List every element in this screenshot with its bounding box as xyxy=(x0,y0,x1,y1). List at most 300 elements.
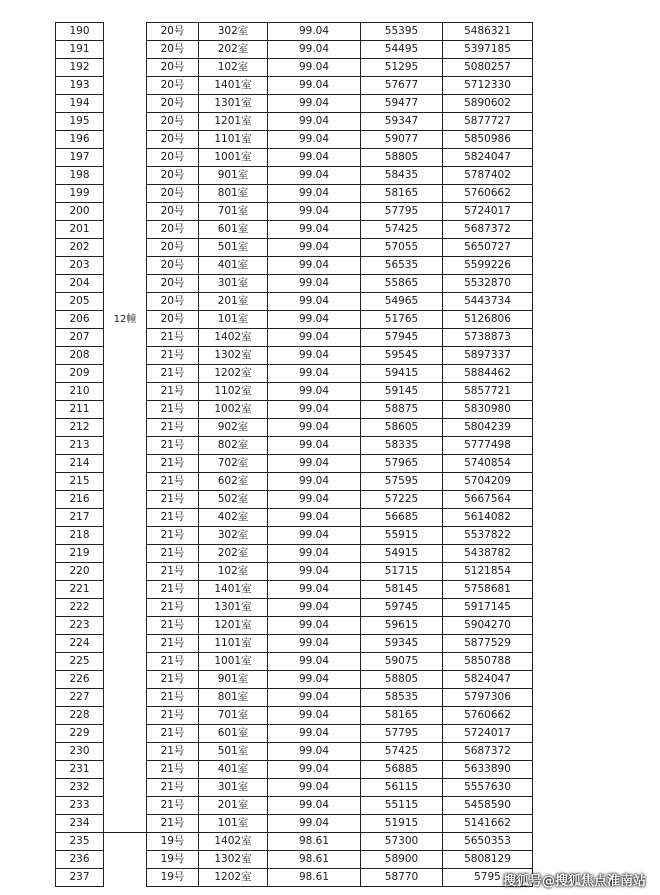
row-number-cell: 208 xyxy=(56,347,104,365)
unit-price-cell: 54915 xyxy=(361,545,443,563)
area-cell: 99.04 xyxy=(268,473,361,491)
total-price-cell: 5687372 xyxy=(443,743,533,761)
row-number-cell: 214 xyxy=(56,455,104,473)
total-price-cell: 5824047 xyxy=(443,149,533,167)
room-number-cell: 802室 xyxy=(199,437,268,455)
room-number-cell: 101室 xyxy=(199,815,268,833)
table-row xyxy=(56,239,533,257)
row-number-cell: 231 xyxy=(56,761,104,779)
area-cell: 99.04 xyxy=(268,437,361,455)
row-number-cell: 202 xyxy=(56,239,104,257)
row-number-cell: 198 xyxy=(56,167,104,185)
row-number-cell: 233 xyxy=(56,797,104,815)
row-number-cell: 225 xyxy=(56,653,104,671)
unit-building-cell: 20号 xyxy=(147,113,199,131)
room-number-cell: 1301室 xyxy=(199,599,268,617)
row-number-cell: 232 xyxy=(56,779,104,797)
total-price-cell: 5458590 xyxy=(443,797,533,815)
building-group-cell xyxy=(104,635,147,653)
row-number-cell: 237 xyxy=(56,869,104,887)
row-number-cell: 236 xyxy=(56,851,104,869)
table-row xyxy=(56,635,533,653)
total-price-cell: 5884462 xyxy=(443,365,533,383)
room-number-cell: 1302室 xyxy=(199,851,268,869)
unit-price-cell: 59477 xyxy=(361,95,443,113)
room-number-cell: 202室 xyxy=(199,545,268,563)
unit-price-cell: 58900 xyxy=(361,851,443,869)
area-cell: 99.04 xyxy=(268,743,361,761)
building-group-cell xyxy=(104,437,147,455)
unit-building-cell: 20号 xyxy=(147,23,199,41)
row-number-cell: 219 xyxy=(56,545,104,563)
table-row xyxy=(56,527,533,545)
room-number-cell: 601室 xyxy=(199,221,268,239)
unit-price-cell: 59145 xyxy=(361,383,443,401)
unit-price-cell: 59745 xyxy=(361,599,443,617)
room-number-cell: 1401室 xyxy=(199,581,268,599)
unit-building-cell: 21号 xyxy=(147,671,199,689)
unit-price-cell: 58805 xyxy=(361,149,443,167)
unit-price-cell: 57300 xyxy=(361,833,443,851)
table-row xyxy=(56,41,533,59)
table-row xyxy=(56,869,533,887)
unit-price-cell: 57425 xyxy=(361,743,443,761)
total-price-cell: 5917145 xyxy=(443,599,533,617)
unit-price-cell: 56535 xyxy=(361,257,443,275)
row-number-cell: 221 xyxy=(56,581,104,599)
building-group-cell xyxy=(104,131,147,149)
row-number-cell: 200 xyxy=(56,203,104,221)
building-group-cell xyxy=(104,275,147,293)
area-cell: 99.04 xyxy=(268,59,361,77)
unit-building-cell: 20号 xyxy=(147,203,199,221)
unit-building-cell: 20号 xyxy=(147,275,199,293)
building-group-cell xyxy=(104,239,147,257)
total-price-cell: 5758681 xyxy=(443,581,533,599)
building-group-cell xyxy=(104,167,147,185)
building-group-cell xyxy=(104,509,147,527)
unit-price-cell: 57945 xyxy=(361,329,443,347)
room-number-cell: 502室 xyxy=(199,491,268,509)
price-table xyxy=(55,22,533,887)
building-group-cell xyxy=(104,743,147,761)
unit-price-cell: 59075 xyxy=(361,653,443,671)
area-cell: 99.04 xyxy=(268,455,361,473)
room-number-cell: 201室 xyxy=(199,797,268,815)
total-price-cell: 5443734 xyxy=(443,293,533,311)
unit-building-cell: 20号 xyxy=(147,149,199,167)
row-number-cell: 220 xyxy=(56,563,104,581)
building-group-cell xyxy=(104,23,147,41)
area-cell: 99.04 xyxy=(268,401,361,419)
row-number-cell: 209 xyxy=(56,365,104,383)
building-group-cell xyxy=(104,563,147,581)
unit-building-cell: 20号 xyxy=(147,131,199,149)
room-number-cell: 301室 xyxy=(199,779,268,797)
building-group-cell xyxy=(104,419,147,437)
row-number-cell: 196 xyxy=(56,131,104,149)
room-number-cell: 102室 xyxy=(199,59,268,77)
area-cell: 99.04 xyxy=(268,311,361,329)
unit-price-cell: 56685 xyxy=(361,509,443,527)
building-group-cell xyxy=(104,689,147,707)
unit-building-cell: 21号 xyxy=(147,437,199,455)
row-number-cell: 190 xyxy=(56,23,104,41)
area-cell: 99.04 xyxy=(268,707,361,725)
total-price-cell: 5704209 xyxy=(443,473,533,491)
table-row xyxy=(56,743,533,761)
unit-building-cell: 20号 xyxy=(147,311,199,329)
building-group-cell xyxy=(104,815,147,833)
table-row xyxy=(56,149,533,167)
table-row xyxy=(56,59,533,77)
unit-building-cell: 21号 xyxy=(147,617,199,635)
unit-price-cell: 59345 xyxy=(361,635,443,653)
building-group-cell xyxy=(104,221,147,239)
room-number-cell: 101室 xyxy=(199,311,268,329)
area-cell: 99.04 xyxy=(268,581,361,599)
row-number-cell: 207 xyxy=(56,329,104,347)
area-cell: 99.04 xyxy=(268,167,361,185)
area-cell: 99.04 xyxy=(268,347,361,365)
building-group-cell xyxy=(104,329,147,347)
building-group-cell xyxy=(104,95,147,113)
table-row xyxy=(56,473,533,491)
table-row xyxy=(56,221,533,239)
room-number-cell: 1002室 xyxy=(199,401,268,419)
table-row xyxy=(56,257,533,275)
table-row xyxy=(56,851,533,869)
unit-price-cell: 51765 xyxy=(361,311,443,329)
area-cell: 99.04 xyxy=(268,617,361,635)
total-price-cell: 5795 xyxy=(443,869,533,887)
table-row xyxy=(56,131,533,149)
total-price-cell: 5724017 xyxy=(443,725,533,743)
table-row xyxy=(56,563,533,581)
row-number-cell: 201 xyxy=(56,221,104,239)
unit-price-cell: 57677 xyxy=(361,77,443,95)
table-row xyxy=(56,545,533,563)
row-number-cell: 205 xyxy=(56,293,104,311)
total-price-cell: 5890602 xyxy=(443,95,533,113)
table-row xyxy=(56,617,533,635)
row-number-cell: 211 xyxy=(56,401,104,419)
area-cell: 99.04 xyxy=(268,185,361,203)
total-price-cell: 5850788 xyxy=(443,653,533,671)
room-number-cell: 501室 xyxy=(199,239,268,257)
unit-building-cell: 21号 xyxy=(147,797,199,815)
building-group-cell xyxy=(104,779,147,797)
building-group-cell xyxy=(104,599,147,617)
total-price-cell: 5904270 xyxy=(443,617,533,635)
room-number-cell: 501室 xyxy=(199,743,268,761)
building-group-cell xyxy=(104,455,147,473)
unit-price-cell: 56115 xyxy=(361,779,443,797)
unit-price-cell: 56885 xyxy=(361,761,443,779)
area-cell: 99.04 xyxy=(268,491,361,509)
table-row xyxy=(56,779,533,797)
unit-price-cell: 57225 xyxy=(361,491,443,509)
room-number-cell: 1201室 xyxy=(199,617,268,635)
building-group-cell xyxy=(104,365,147,383)
building-group-cell xyxy=(104,401,147,419)
unit-price-cell: 58335 xyxy=(361,437,443,455)
row-number-cell: 191 xyxy=(56,41,104,59)
building-group-cell xyxy=(104,257,147,275)
area-cell: 99.04 xyxy=(268,23,361,41)
row-number-cell: 199 xyxy=(56,185,104,203)
area-cell: 99.04 xyxy=(268,797,361,815)
row-number-cell: 223 xyxy=(56,617,104,635)
total-price-cell: 5537822 xyxy=(443,527,533,545)
room-number-cell: 1102室 xyxy=(199,383,268,401)
building-group-cell xyxy=(104,149,147,167)
building-group-cell xyxy=(104,203,147,221)
total-price-cell: 5830980 xyxy=(443,401,533,419)
total-price-cell: 5804239 xyxy=(443,419,533,437)
table-row xyxy=(56,275,533,293)
unit-building-cell: 21号 xyxy=(147,383,199,401)
row-number-cell: 217 xyxy=(56,509,104,527)
total-price-cell: 5126806 xyxy=(443,311,533,329)
room-number-cell: 1101室 xyxy=(199,635,268,653)
unit-building-cell: 21号 xyxy=(147,563,199,581)
unit-building-cell: 21号 xyxy=(147,581,199,599)
room-number-cell: 1202室 xyxy=(199,869,268,887)
row-number-cell: 227 xyxy=(56,689,104,707)
total-price-cell: 5532870 xyxy=(443,275,533,293)
unit-building-cell: 20号 xyxy=(147,185,199,203)
room-number-cell: 401室 xyxy=(199,761,268,779)
total-price-cell: 5787402 xyxy=(443,167,533,185)
room-number-cell: 901室 xyxy=(199,167,268,185)
row-number-cell: 206 xyxy=(56,311,104,329)
total-price-cell: 5650727 xyxy=(443,239,533,257)
area-cell: 99.04 xyxy=(268,239,361,257)
unit-price-cell: 51295 xyxy=(361,59,443,77)
room-number-cell: 601室 xyxy=(199,725,268,743)
total-price-cell: 5614082 xyxy=(443,509,533,527)
area-cell: 99.04 xyxy=(268,815,361,833)
unit-building-cell: 21号 xyxy=(147,545,199,563)
room-number-cell: 801室 xyxy=(199,185,268,203)
unit-price-cell: 55395 xyxy=(361,23,443,41)
area-cell: 99.04 xyxy=(268,365,361,383)
row-number-cell: 192 xyxy=(56,59,104,77)
unit-price-cell: 57965 xyxy=(361,455,443,473)
unit-building-cell: 20号 xyxy=(147,77,199,95)
total-price-cell: 5760662 xyxy=(443,707,533,725)
unit-building-cell: 20号 xyxy=(147,59,199,77)
area-cell: 99.04 xyxy=(268,41,361,59)
total-price-cell: 5877727 xyxy=(443,113,533,131)
unit-price-cell: 54965 xyxy=(361,293,443,311)
table-row xyxy=(56,311,533,329)
row-number-cell: 203 xyxy=(56,257,104,275)
unit-building-cell: 21号 xyxy=(147,815,199,833)
unit-building-cell: 20号 xyxy=(147,239,199,257)
table-row xyxy=(56,347,533,365)
building-group-cell xyxy=(104,383,147,401)
unit-price-cell: 55865 xyxy=(361,275,443,293)
unit-building-cell: 21号 xyxy=(147,419,199,437)
area-cell: 99.04 xyxy=(268,689,361,707)
total-price-cell: 5857721 xyxy=(443,383,533,401)
building-group-cell xyxy=(104,185,147,203)
unit-building-cell: 21号 xyxy=(147,329,199,347)
table-row xyxy=(56,383,533,401)
total-price-cell: 5724017 xyxy=(443,203,533,221)
building-group-cell xyxy=(104,545,147,563)
table-row xyxy=(56,167,533,185)
unit-building-cell: 21号 xyxy=(147,401,199,419)
unit-building-cell: 21号 xyxy=(147,779,199,797)
total-price-cell: 5486321 xyxy=(443,23,533,41)
building-group-cell xyxy=(104,869,147,887)
total-price-cell: 5897337 xyxy=(443,347,533,365)
room-number-cell: 1001室 xyxy=(199,149,268,167)
area-cell: 99.04 xyxy=(268,761,361,779)
unit-price-cell: 59347 xyxy=(361,113,443,131)
room-number-cell: 701室 xyxy=(199,203,268,221)
room-number-cell: 801室 xyxy=(199,689,268,707)
row-number-cell: 224 xyxy=(56,635,104,653)
room-number-cell: 302室 xyxy=(199,527,268,545)
table-row xyxy=(56,437,533,455)
unit-price-cell: 55915 xyxy=(361,527,443,545)
table-row xyxy=(56,653,533,671)
room-number-cell: 201室 xyxy=(199,293,268,311)
table-row xyxy=(56,95,533,113)
room-number-cell: 1402室 xyxy=(199,833,268,851)
unit-price-cell: 57795 xyxy=(361,725,443,743)
area-cell: 98.61 xyxy=(268,869,361,887)
row-number-cell: 197 xyxy=(56,149,104,167)
building-group-cell xyxy=(104,671,147,689)
area-cell: 99.04 xyxy=(268,95,361,113)
area-cell: 99.04 xyxy=(268,635,361,653)
total-price-cell: 5712330 xyxy=(443,77,533,95)
table-row xyxy=(56,23,533,41)
row-number-cell: 194 xyxy=(56,95,104,113)
total-price-cell: 5650353 xyxy=(443,833,533,851)
table-row xyxy=(56,581,533,599)
row-number-cell: 226 xyxy=(56,671,104,689)
area-cell: 99.04 xyxy=(268,725,361,743)
area-cell: 99.04 xyxy=(268,149,361,167)
unit-price-cell: 58165 xyxy=(361,707,443,725)
row-number-cell: 213 xyxy=(56,437,104,455)
building-group-cell xyxy=(104,653,147,671)
table-row xyxy=(56,833,533,851)
table-row xyxy=(56,689,533,707)
building-group-cell xyxy=(104,347,147,365)
table-row xyxy=(56,599,533,617)
room-number-cell: 102室 xyxy=(199,563,268,581)
price-table-body xyxy=(56,23,533,887)
total-price-cell: 5740854 xyxy=(443,455,533,473)
area-cell: 98.61 xyxy=(268,833,361,851)
building-group-cell xyxy=(104,851,147,869)
unit-building-cell: 21号 xyxy=(147,347,199,365)
total-price-cell: 5824047 xyxy=(443,671,533,689)
area-cell: 99.04 xyxy=(268,599,361,617)
area-cell: 99.04 xyxy=(268,563,361,581)
row-number-cell: 193 xyxy=(56,77,104,95)
unit-building-cell: 21号 xyxy=(147,635,199,653)
building-group-cell xyxy=(104,581,147,599)
building-group-cell xyxy=(104,59,147,77)
building-group-cell xyxy=(104,725,147,743)
unit-building-cell: 21号 xyxy=(147,599,199,617)
total-price-cell: 5121854 xyxy=(443,563,533,581)
unit-price-cell: 58165 xyxy=(361,185,443,203)
unit-building-cell: 21号 xyxy=(147,761,199,779)
room-number-cell: 1301室 xyxy=(199,95,268,113)
area-cell: 99.04 xyxy=(268,275,361,293)
row-number-cell: 216 xyxy=(56,491,104,509)
area-cell: 99.04 xyxy=(268,779,361,797)
unit-building-cell: 21号 xyxy=(147,509,199,527)
building-group-cell xyxy=(104,491,147,509)
building-group-cell xyxy=(104,707,147,725)
building-group-cell xyxy=(104,41,147,59)
table-row xyxy=(56,185,533,203)
table-row xyxy=(56,293,533,311)
unit-price-cell: 58805 xyxy=(361,671,443,689)
total-price-cell: 5599226 xyxy=(443,257,533,275)
table-row xyxy=(56,329,533,347)
unit-building-cell: 21号 xyxy=(147,707,199,725)
total-price-cell: 5760662 xyxy=(443,185,533,203)
building-group-cell xyxy=(104,473,147,491)
building-group-cell xyxy=(104,77,147,95)
unit-price-cell: 57425 xyxy=(361,221,443,239)
room-number-cell: 902室 xyxy=(199,419,268,437)
row-number-cell: 195 xyxy=(56,113,104,131)
room-number-cell: 402室 xyxy=(199,509,268,527)
area-cell: 99.04 xyxy=(268,329,361,347)
row-number-cell: 228 xyxy=(56,707,104,725)
unit-building-cell: 19号 xyxy=(147,869,199,887)
unit-price-cell: 57595 xyxy=(361,473,443,491)
room-number-cell: 702室 xyxy=(199,455,268,473)
table-row xyxy=(56,707,533,725)
unit-building-cell: 20号 xyxy=(147,95,199,113)
total-price-cell: 5738873 xyxy=(443,329,533,347)
area-cell: 98.61 xyxy=(268,851,361,869)
row-number-cell: 212 xyxy=(56,419,104,437)
room-number-cell: 1101室 xyxy=(199,131,268,149)
unit-building-cell: 21号 xyxy=(147,689,199,707)
total-price-cell: 5808129 xyxy=(443,851,533,869)
unit-building-cell: 20号 xyxy=(147,293,199,311)
table-row xyxy=(56,671,533,689)
area-cell: 99.04 xyxy=(268,113,361,131)
room-number-cell: 302室 xyxy=(199,23,268,41)
table-row xyxy=(56,761,533,779)
table-row xyxy=(56,113,533,131)
total-price-cell: 5397185 xyxy=(443,41,533,59)
room-number-cell: 602室 xyxy=(199,473,268,491)
total-price-cell: 5667564 xyxy=(443,491,533,509)
row-number-cell: 222 xyxy=(56,599,104,617)
row-number-cell: 218 xyxy=(56,527,104,545)
unit-price-cell: 54495 xyxy=(361,41,443,59)
unit-building-cell: 19号 xyxy=(147,851,199,869)
table-row xyxy=(56,455,533,473)
unit-price-cell: 58875 xyxy=(361,401,443,419)
